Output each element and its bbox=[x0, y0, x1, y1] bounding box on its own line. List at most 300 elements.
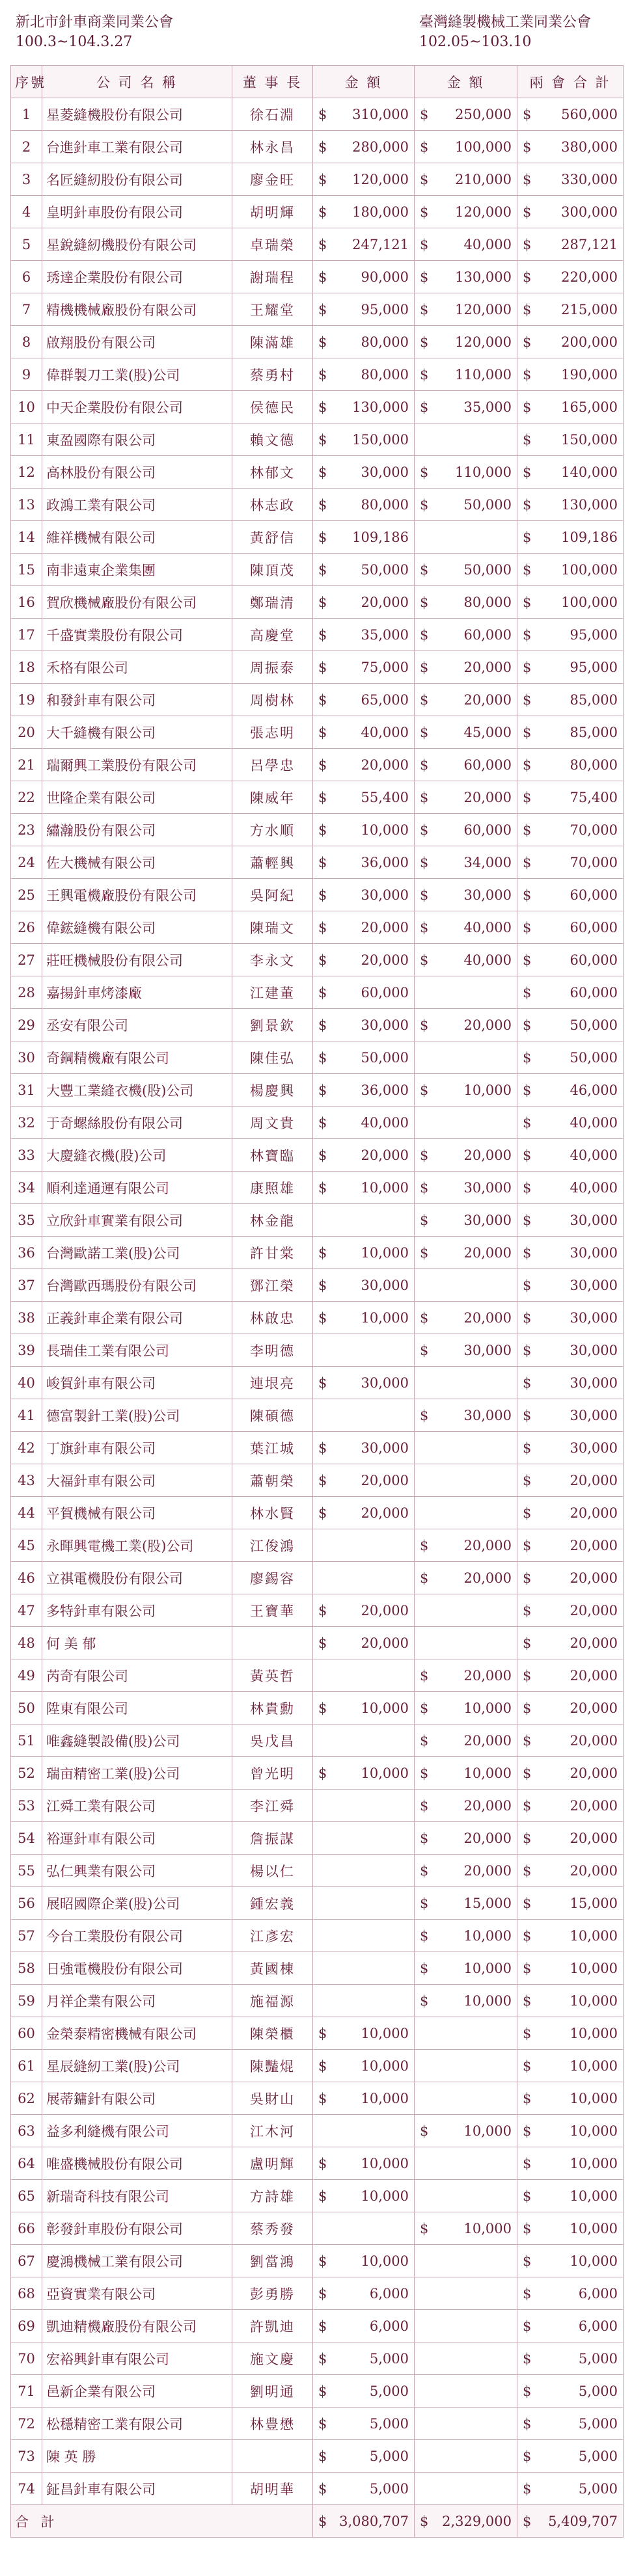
row-amount-right: $ 10,000 bbox=[415, 1952, 517, 1985]
row-seq: 26 bbox=[11, 911, 42, 944]
row-company-name: 平賀機械有限公司 bbox=[42, 1497, 232, 1529]
row-amount-right: $ 110,000 bbox=[415, 456, 517, 489]
row-amount-right bbox=[415, 2277, 517, 2310]
row-combined-total: $ 30,000 bbox=[517, 1334, 624, 1367]
row-combined-total-value: 560,000 bbox=[561, 106, 618, 122]
row-chairman: 施福源 bbox=[232, 1985, 313, 2017]
row-combined-total-value: 190,000 bbox=[561, 366, 618, 382]
row-combined-total-value: 30,000 bbox=[570, 1212, 618, 1228]
table-row bbox=[11, 521, 624, 554]
row-amount-right bbox=[415, 1497, 517, 1529]
row-amount-left bbox=[313, 1204, 415, 1237]
row-seq: 59 bbox=[11, 1985, 42, 2017]
row-amount-right: $ 20,000 bbox=[415, 1529, 517, 1562]
row-company-name: 大豐工業縫衣機(股)公司 bbox=[42, 1074, 232, 1107]
row-chairman: 胡明華 bbox=[232, 2473, 313, 2505]
row-chairman: 楊以仁 bbox=[232, 1855, 313, 1887]
row-combined-total: $ 10,000 bbox=[517, 2245, 624, 2277]
row-seq: 36 bbox=[11, 1237, 42, 1269]
row-combined-total: $ 70,000 bbox=[517, 846, 624, 879]
row-amount-left: $ 6,000 bbox=[313, 2277, 415, 2310]
row-combined-total-value: 30,000 bbox=[570, 1342, 618, 1358]
row-chairman: 李明德 bbox=[232, 1334, 313, 1367]
table-row bbox=[11, 1139, 624, 1172]
row-combined-total: $ 30,000 bbox=[517, 1367, 624, 1399]
row-chairman: 彭勇勝 bbox=[232, 2277, 313, 2310]
row-combined-total-value: 5,000 bbox=[578, 2415, 618, 2432]
table-row bbox=[11, 2017, 624, 2050]
total-label: 合 計 bbox=[11, 2505, 313, 2538]
table-row bbox=[11, 293, 624, 326]
row-chairman: 施文慶 bbox=[232, 2342, 313, 2375]
column-header-amount-left: 金 額 bbox=[313, 66, 415, 98]
row-amount-left: $ 80,000 bbox=[313, 326, 415, 358]
row-combined-total: $ 6,000 bbox=[517, 2277, 624, 2310]
row-amount-left-value: 280,000 bbox=[352, 139, 409, 155]
row-chairman: 黃英哲 bbox=[232, 1659, 313, 1692]
row-amount-right: $ 210,000 bbox=[415, 163, 517, 196]
row-amount-right: $ 45,000 bbox=[415, 716, 517, 749]
row-combined-total: $ 220,000 bbox=[517, 261, 624, 293]
row-amount-left-value: 40,000 bbox=[361, 724, 409, 740]
row-combined-total-value: 287,121 bbox=[561, 236, 618, 252]
row-amount-left-value: 10,000 bbox=[361, 1244, 409, 1261]
left-association-header bbox=[16, 13, 173, 55]
row-seq: 63 bbox=[11, 2115, 42, 2147]
row-amount-left: $ 30,000 bbox=[313, 1432, 415, 1464]
row-combined-total: $ 20,000 bbox=[517, 1562, 624, 1594]
row-amount-right: $ 120,000 bbox=[415, 293, 517, 326]
table-row bbox=[11, 944, 624, 976]
row-company-name: 維祥機械有限公司 bbox=[42, 521, 232, 554]
row-company-name: 高林股份有限公司 bbox=[42, 456, 232, 489]
row-amount-right-value: 20,000 bbox=[463, 1244, 512, 1261]
row-amount-right bbox=[415, 521, 517, 554]
row-company-name: 繡瀚股份有限公司 bbox=[42, 814, 232, 846]
row-combined-total: $ 30,000 bbox=[517, 1237, 624, 1269]
row-combined-total-value: 300,000 bbox=[561, 204, 618, 220]
row-chairman: 劉當鴻 bbox=[232, 2245, 313, 2277]
table-row bbox=[11, 1464, 624, 1497]
row-chairman: 黃國棟 bbox=[232, 1952, 313, 1985]
row-chairman: 連垠亮 bbox=[232, 1367, 313, 1399]
row-amount-left-value: 109,186 bbox=[352, 529, 409, 545]
row-seq: 58 bbox=[11, 1952, 42, 1985]
row-combined-total-value: 10,000 bbox=[570, 2220, 618, 2236]
row-combined-total-value: 10,000 bbox=[570, 2188, 618, 2204]
table-row bbox=[11, 1887, 624, 1920]
row-combined-total: $ 20,000 bbox=[517, 1529, 624, 1562]
row-combined-total: $ 60,000 bbox=[517, 879, 624, 911]
row-amount-right: $ 15,000 bbox=[415, 1887, 517, 1920]
row-chairman: 林豊懋 bbox=[232, 2408, 313, 2440]
row-combined-total-value: 20,000 bbox=[570, 1505, 618, 1521]
row-amount-left: $ 90,000 bbox=[313, 261, 415, 293]
row-seq: 51 bbox=[11, 1724, 42, 1757]
row-amount-left-value: 310,000 bbox=[352, 106, 409, 122]
row-company-name: 慶鴻機械工業有限公司 bbox=[42, 2245, 232, 2277]
row-amount-left-value: 10,000 bbox=[361, 1700, 409, 1716]
row-amount-left: $ 20,000 bbox=[313, 944, 415, 976]
table-row bbox=[11, 2473, 624, 2505]
row-amount-right: $ 20,000 bbox=[415, 1237, 517, 1269]
row-amount-right-value: 20,000 bbox=[463, 1537, 512, 1553]
row-amount-right-value: 10,000 bbox=[463, 1700, 512, 1716]
row-amount-left-value: 247,121 bbox=[352, 236, 409, 252]
row-amount-right-value: 80,000 bbox=[463, 594, 512, 610]
row-seq: 7 bbox=[11, 293, 42, 326]
row-company-name: 精機機械廠股份有限公司 bbox=[42, 293, 232, 326]
table-row bbox=[11, 716, 624, 749]
row-company-name: 凱迪精機廠股份有限公司 bbox=[42, 2310, 232, 2342]
row-chairman: 江彥宏 bbox=[232, 1920, 313, 1952]
row-chairman: 徐石淵 bbox=[232, 98, 313, 131]
row-amount-left-value: 5,000 bbox=[369, 2415, 409, 2432]
row-company-name: 台進針車工業有限公司 bbox=[42, 131, 232, 163]
row-amount-left: $ 180,000 bbox=[313, 196, 415, 228]
row-amount-left: $ 10,000 bbox=[313, 1757, 415, 1790]
row-combined-total-value: 95,000 bbox=[570, 659, 618, 675]
row-amount-left bbox=[313, 2212, 415, 2245]
row-amount-right bbox=[415, 2050, 517, 2082]
right-association-header bbox=[419, 13, 591, 55]
row-combined-total-value: 20,000 bbox=[570, 1797, 618, 1814]
row-chairman: 王寶華 bbox=[232, 1594, 313, 1627]
row-amount-right bbox=[415, 1464, 517, 1497]
row-amount-left bbox=[313, 1724, 415, 1757]
table-row bbox=[11, 2310, 624, 2342]
row-company-name: 正義針車企業有限公司 bbox=[42, 1302, 232, 1334]
table-header-row bbox=[11, 66, 624, 98]
row-amount-right: $ 20,000 bbox=[415, 781, 517, 814]
row-amount-left: $ 60,000 bbox=[313, 976, 415, 1009]
row-chairman: 蔡秀發 bbox=[232, 2212, 313, 2245]
row-seq: 16 bbox=[11, 586, 42, 619]
table-row bbox=[11, 489, 624, 521]
row-amount-right-value: 40,000 bbox=[463, 236, 512, 252]
row-amount-right-value: 60,000 bbox=[463, 626, 512, 643]
row-amount-left-value: 20,000 bbox=[361, 1635, 409, 1651]
row-amount-right-value: 250,000 bbox=[455, 106, 512, 122]
row-combined-total-value: 20,000 bbox=[570, 1862, 618, 1879]
row-amount-left-value: 10,000 bbox=[361, 2188, 409, 2204]
row-amount-left bbox=[313, 1399, 415, 1432]
row-chairman: 陳滿雄 bbox=[232, 326, 313, 358]
row-amount-right-value: 30,000 bbox=[463, 1179, 512, 1196]
row-amount-left bbox=[313, 1920, 415, 1952]
row-amount-left: $ 20,000 bbox=[313, 749, 415, 781]
row-amount-right: $ 30,000 bbox=[415, 1172, 517, 1204]
row-company-name: 偉鋐縫機有限公司 bbox=[42, 911, 232, 944]
row-combined-total: $ 20,000 bbox=[517, 1659, 624, 1692]
row-amount-left: $ 5,000 bbox=[313, 2375, 415, 2408]
row-seq: 60 bbox=[11, 2017, 42, 2050]
row-amount-right: $ 130,000 bbox=[415, 261, 517, 293]
row-combined-total: $ 10,000 bbox=[517, 2050, 624, 2082]
row-amount-left-value: 20,000 bbox=[361, 594, 409, 610]
row-chairman bbox=[232, 1627, 313, 1659]
row-chairman: 周文貴 bbox=[232, 1107, 313, 1139]
row-company-name: 千盛實業股份有限公司 bbox=[42, 619, 232, 651]
total-combined: $ 5,409,707 bbox=[517, 2505, 624, 2538]
row-chairman: 賴文德 bbox=[232, 423, 313, 456]
row-seq: 14 bbox=[11, 521, 42, 554]
total-amount-left: $ 3,080,707 bbox=[313, 2505, 415, 2538]
row-combined-total-value: 20,000 bbox=[570, 1700, 618, 1716]
row-amount-right: $ 100,000 bbox=[415, 131, 517, 163]
table-row bbox=[11, 1659, 624, 1692]
row-company-name: 丞安有限公司 bbox=[42, 1009, 232, 1041]
table-row bbox=[11, 131, 624, 163]
row-amount-left-value: 10,000 bbox=[361, 822, 409, 838]
row-combined-total: $ 20,000 bbox=[517, 1790, 624, 1822]
row-seq: 9 bbox=[11, 358, 42, 391]
row-seq: 13 bbox=[11, 489, 42, 521]
row-seq: 19 bbox=[11, 684, 42, 716]
row-amount-left-value: 20,000 bbox=[361, 952, 409, 968]
row-amount-left: $ 50,000 bbox=[313, 554, 415, 586]
row-company-name: 金榮泰精密機械有限公司 bbox=[42, 2017, 232, 2050]
row-seq: 29 bbox=[11, 1009, 42, 1041]
row-amount-left: $ 40,000 bbox=[313, 716, 415, 749]
row-amount-left-value: 30,000 bbox=[361, 887, 409, 903]
row-company-name: 中天企業股份有限公司 bbox=[42, 391, 232, 423]
row-company-name: 南非遠東企業集團 bbox=[42, 554, 232, 586]
row-combined-total-value: 80,000 bbox=[570, 757, 618, 773]
row-amount-left-value: 20,000 bbox=[361, 1472, 409, 1488]
row-amount-right: $ 20,000 bbox=[415, 1790, 517, 1822]
row-combined-total: $ 150,000 bbox=[517, 423, 624, 456]
table-row bbox=[11, 1399, 624, 1432]
row-chairman bbox=[232, 2440, 313, 2473]
row-company-name: 偉群製刀工業(股)公司 bbox=[42, 358, 232, 391]
row-amount-left: $ 20,000 bbox=[313, 1139, 415, 1172]
row-company-name: 峻賀針車有限公司 bbox=[42, 1367, 232, 1399]
row-amount-right: $ 20,000 bbox=[415, 1562, 517, 1594]
row-amount-left bbox=[313, 2115, 415, 2147]
row-combined-total: $ 130,000 bbox=[517, 489, 624, 521]
row-combined-total: $ 10,000 bbox=[517, 2115, 624, 2147]
row-chairman: 盧明輝 bbox=[232, 2147, 313, 2180]
row-amount-right bbox=[415, 2408, 517, 2440]
row-amount-left-value: 6,000 bbox=[369, 2285, 409, 2301]
row-combined-total: $ 5,000 bbox=[517, 2440, 624, 2473]
row-combined-total: $ 85,000 bbox=[517, 684, 624, 716]
row-company-name: 德富製針工業(股)公司 bbox=[42, 1399, 232, 1432]
table-row bbox=[11, 1529, 624, 1562]
table-row bbox=[11, 196, 624, 228]
row-amount-right-value: 30,000 bbox=[463, 1212, 512, 1228]
row-amount-left bbox=[313, 1952, 415, 1985]
row-company-name: 皇明針車股份有限公司 bbox=[42, 196, 232, 228]
row-combined-total-value: 40,000 bbox=[570, 1147, 618, 1163]
row-amount-left bbox=[313, 1855, 415, 1887]
row-chairman: 林啟忠 bbox=[232, 1302, 313, 1334]
row-amount-right: $ 60,000 bbox=[415, 619, 517, 651]
row-combined-total: $ 10,000 bbox=[517, 2147, 624, 2180]
table-row bbox=[11, 2147, 624, 2180]
row-chairman: 葉江城 bbox=[232, 1432, 313, 1464]
row-chairman: 康照雄 bbox=[232, 1172, 313, 1204]
row-combined-total: $ 20,000 bbox=[517, 1464, 624, 1497]
row-amount-left bbox=[313, 1334, 415, 1367]
row-chairman: 謝瑞程 bbox=[232, 261, 313, 293]
row-combined-total-value: 10,000 bbox=[570, 2058, 618, 2074]
row-combined-total: $ 20,000 bbox=[517, 1594, 624, 1627]
row-combined-total-value: 100,000 bbox=[561, 561, 618, 578]
donation-table bbox=[10, 65, 624, 2538]
row-amount-left-value: 10,000 bbox=[361, 2058, 409, 2074]
row-seq: 39 bbox=[11, 1334, 42, 1367]
row-amount-left-value: 10,000 bbox=[361, 1309, 409, 1326]
row-combined-total: $ 30,000 bbox=[517, 1302, 624, 1334]
row-combined-total-value: 10,000 bbox=[570, 1927, 618, 1944]
row-chairman: 江木河 bbox=[232, 2115, 313, 2147]
row-combined-total: $ 5,000 bbox=[517, 2408, 624, 2440]
row-combined-total-value: 5,000 bbox=[578, 2448, 618, 2464]
table-row bbox=[11, 554, 624, 586]
row-combined-total-value: 30,000 bbox=[570, 1309, 618, 1326]
row-amount-right: $ 30,000 bbox=[415, 1334, 517, 1367]
row-combined-total-value: 75,400 bbox=[570, 789, 618, 805]
row-combined-total-value: 60,000 bbox=[570, 919, 618, 935]
row-amount-right-value: 110,000 bbox=[455, 366, 512, 382]
row-chairman: 林郁文 bbox=[232, 456, 313, 489]
row-combined-total-value: 30,000 bbox=[570, 1375, 618, 1391]
row-amount-right: $ 10,000 bbox=[415, 1074, 517, 1107]
table-row bbox=[11, 1269, 624, 1302]
row-company-name: 星銳縫紉機股份有限公司 bbox=[42, 228, 232, 261]
row-combined-total: $ 30,000 bbox=[517, 1204, 624, 1237]
row-seq: 62 bbox=[11, 2082, 42, 2115]
row-amount-left bbox=[313, 1529, 415, 1562]
row-amount-right-value: 40,000 bbox=[463, 952, 512, 968]
row-company-name: 啟翔股份有限公司 bbox=[42, 326, 232, 358]
row-amount-right bbox=[415, 2147, 517, 2180]
row-amount-right-value: 20,000 bbox=[463, 1570, 512, 1586]
row-company-name: 永暉興電機工業(股)公司 bbox=[42, 1529, 232, 1562]
row-seq: 54 bbox=[11, 1822, 42, 1855]
row-chairman: 黃舒信 bbox=[232, 521, 313, 554]
row-seq: 6 bbox=[11, 261, 42, 293]
row-amount-left-value: 50,000 bbox=[361, 1049, 409, 1066]
row-amount-left bbox=[313, 1790, 415, 1822]
row-seq: 22 bbox=[11, 781, 42, 814]
row-company-name: 長瑞佳工業有限公司 bbox=[42, 1334, 232, 1367]
row-combined-total-value: 10,000 bbox=[570, 1992, 618, 2009]
row-combined-total-value: 95,000 bbox=[570, 626, 618, 643]
row-amount-left-value: 10,000 bbox=[361, 2025, 409, 2041]
table-row bbox=[11, 749, 624, 781]
row-combined-total: $ 109,186 bbox=[517, 521, 624, 554]
table-row bbox=[11, 1562, 624, 1594]
table-row bbox=[11, 586, 624, 619]
row-amount-left: $ 5,000 bbox=[313, 2473, 415, 2505]
row-combined-total-value: 50,000 bbox=[570, 1049, 618, 1066]
row-chairman: 李江舜 bbox=[232, 1790, 313, 1822]
row-seq: 24 bbox=[11, 846, 42, 879]
table-row bbox=[11, 228, 624, 261]
row-amount-right: $ 10,000 bbox=[415, 2212, 517, 2245]
row-combined-total: $ 10,000 bbox=[517, 1952, 624, 1985]
row-chairman: 胡明輝 bbox=[232, 196, 313, 228]
row-combined-total-value: 215,000 bbox=[561, 301, 618, 317]
row-combined-total-value: 220,000 bbox=[561, 269, 618, 285]
row-amount-right-value: 10,000 bbox=[463, 1082, 512, 1098]
row-amount-left: $ 30,000 bbox=[313, 879, 415, 911]
row-amount-right-value: 50,000 bbox=[463, 496, 512, 513]
row-combined-total-value: 20,000 bbox=[570, 1570, 618, 1586]
row-amount-left: $ 20,000 bbox=[313, 911, 415, 944]
row-company-name: 大千縫機有限公司 bbox=[42, 716, 232, 749]
row-company-name: 瑞亩精密工業(股)公司 bbox=[42, 1757, 232, 1790]
total-amount-right: $ 2,329,000 bbox=[415, 2505, 517, 2538]
row-combined-total: $ 40,000 bbox=[517, 1139, 624, 1172]
table-row bbox=[11, 456, 624, 489]
row-seq: 45 bbox=[11, 1529, 42, 1562]
row-seq: 44 bbox=[11, 1497, 42, 1529]
row-amount-left: $ 150,000 bbox=[313, 423, 415, 456]
table-row bbox=[11, 261, 624, 293]
row-chairman: 方詩雄 bbox=[232, 2180, 313, 2212]
row-company-name: 展蒂鏞針有限公司 bbox=[42, 2082, 232, 2115]
row-chairman: 林水賢 bbox=[232, 1497, 313, 1529]
row-amount-right bbox=[415, 2082, 517, 2115]
row-amount-left bbox=[313, 1822, 415, 1855]
table-row bbox=[11, 163, 624, 196]
row-amount-left: $ 80,000 bbox=[313, 489, 415, 521]
row-combined-total-value: 60,000 bbox=[570, 952, 618, 968]
row-amount-right bbox=[415, 1269, 517, 1302]
row-seq: 68 bbox=[11, 2277, 42, 2310]
row-seq: 48 bbox=[11, 1627, 42, 1659]
row-amount-left: $ 10,000 bbox=[313, 814, 415, 846]
row-amount-right: $ 250,000 bbox=[415, 98, 517, 131]
row-combined-total: $ 190,000 bbox=[517, 358, 624, 391]
row-amount-right: $ 30,000 bbox=[415, 879, 517, 911]
row-chairman: 侯德民 bbox=[232, 391, 313, 423]
row-amount-right: $ 40,000 bbox=[415, 911, 517, 944]
table-row bbox=[11, 911, 624, 944]
table-row bbox=[11, 1952, 624, 1985]
row-company-name: 松穩精密工業有限公司 bbox=[42, 2408, 232, 2440]
row-combined-total-value: 70,000 bbox=[570, 822, 618, 838]
row-amount-right: $ 50,000 bbox=[415, 554, 517, 586]
row-combined-total: $ 40,000 bbox=[517, 1172, 624, 1204]
table-row bbox=[11, 2115, 624, 2147]
table-row bbox=[11, 1172, 624, 1204]
row-amount-left: $ 5,000 bbox=[313, 2408, 415, 2440]
row-combined-total-value: 200,000 bbox=[561, 334, 618, 350]
row-chairman: 鄭瑞清 bbox=[232, 586, 313, 619]
row-amount-right-value: 10,000 bbox=[463, 1992, 512, 2009]
row-amount-left-value: 20,000 bbox=[361, 1147, 409, 1163]
row-seq: 38 bbox=[11, 1302, 42, 1334]
row-amount-left: $ 20,000 bbox=[313, 1594, 415, 1627]
row-amount-right-value: 50,000 bbox=[463, 561, 512, 578]
table-row bbox=[11, 976, 624, 1009]
row-amount-right-value: 34,000 bbox=[463, 854, 512, 870]
row-combined-total-value: 20,000 bbox=[570, 1765, 618, 1781]
row-chairman: 陳榮櫃 bbox=[232, 2017, 313, 2050]
row-chairman: 陳威年 bbox=[232, 781, 313, 814]
row-combined-total-value: 70,000 bbox=[570, 854, 618, 870]
row-combined-total: $ 10,000 bbox=[517, 2180, 624, 2212]
row-combined-total-value: 50,000 bbox=[570, 1017, 618, 1033]
row-company-name: 立祺電機股份有限公司 bbox=[42, 1562, 232, 1594]
row-amount-right-value: 20,000 bbox=[463, 1862, 512, 1879]
row-amount-left: $ 10,000 bbox=[313, 2180, 415, 2212]
